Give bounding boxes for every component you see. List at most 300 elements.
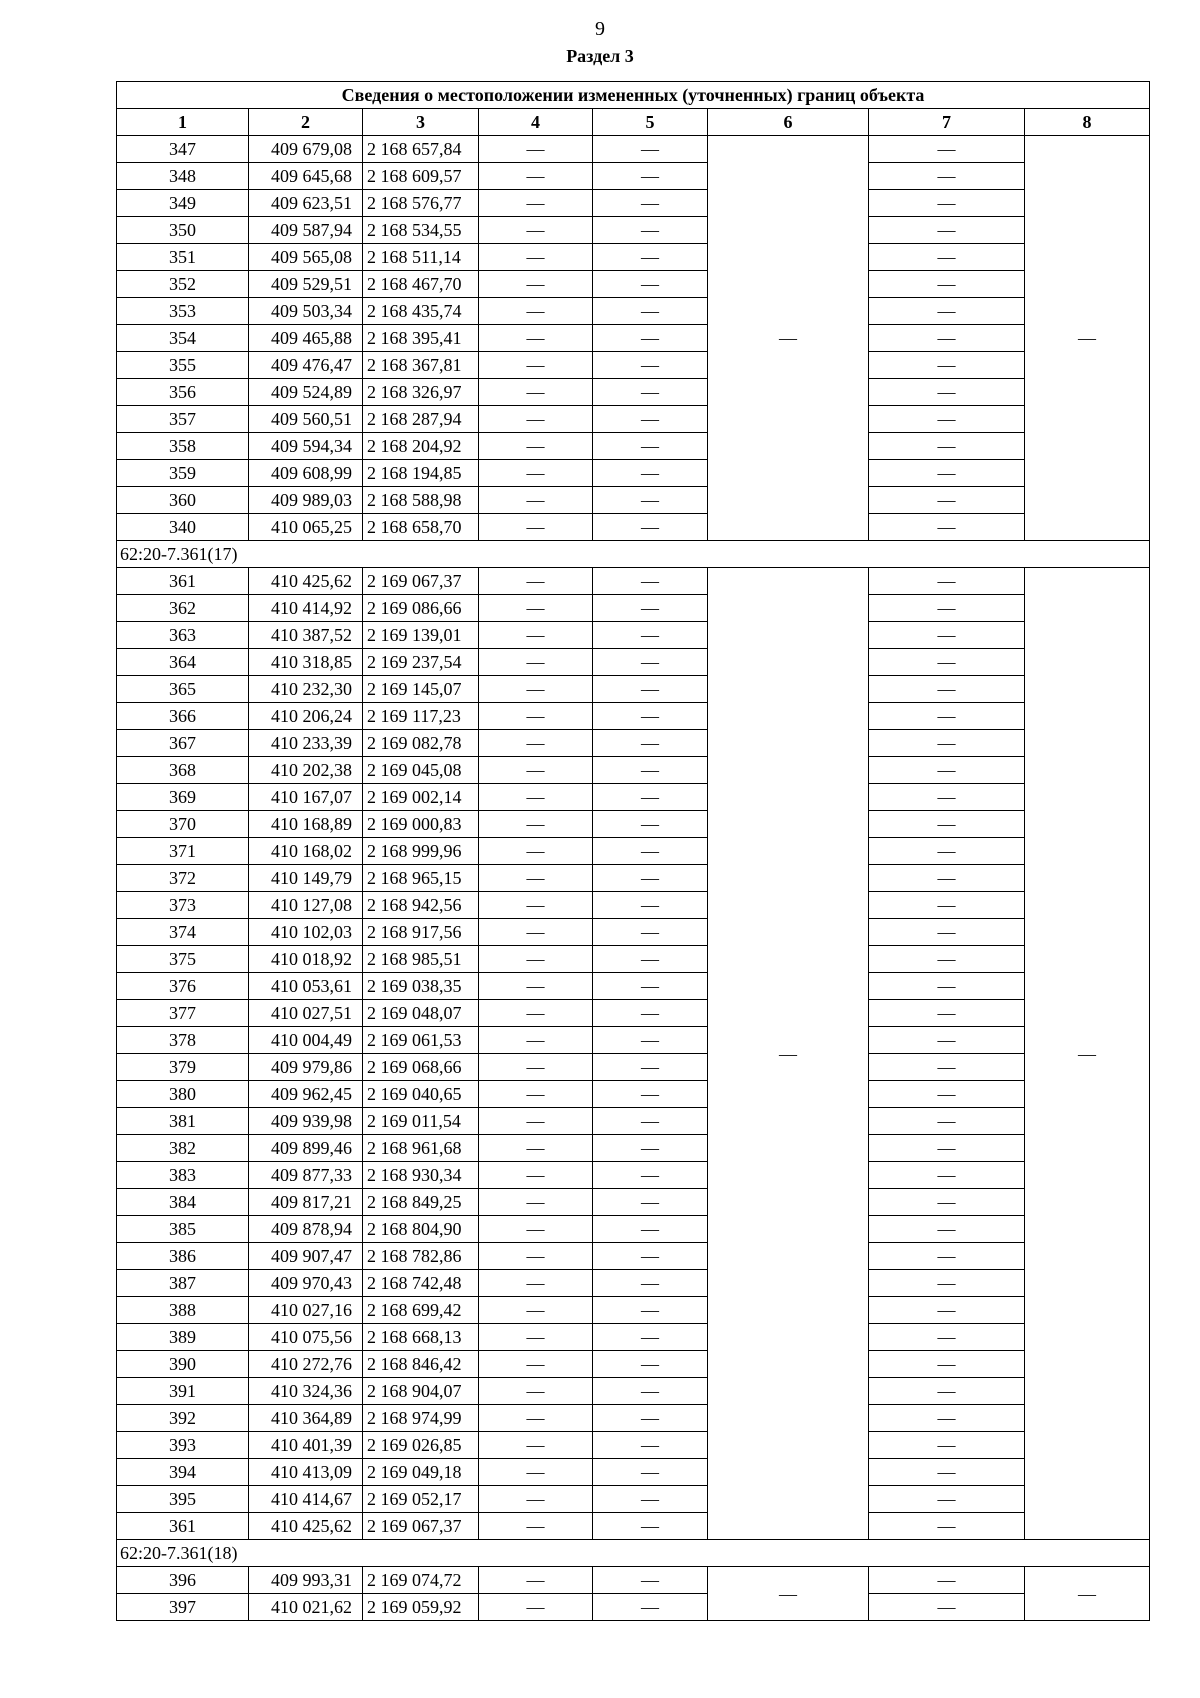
point-number-cell: 376: [117, 973, 249, 1000]
col5-cell: —: [593, 163, 708, 190]
coord-x-cell: 409 465,88: [249, 325, 363, 352]
col5-cell: —: [593, 649, 708, 676]
col7-cell: —: [869, 352, 1025, 379]
col7-cell: —: [869, 865, 1025, 892]
coord-y-cell: 2 169 059,92: [363, 1594, 479, 1621]
coord-y-cell: 2 169 082,78: [363, 730, 479, 757]
column-header: 3: [363, 109, 479, 136]
coord-y-cell: 2 168 782,86: [363, 1243, 479, 1270]
col5-cell: —: [593, 703, 708, 730]
table-row: [117, 1054, 1150, 1081]
table-row: [117, 703, 1150, 730]
coord-y-cell: 2 168 846,42: [363, 1351, 479, 1378]
table-row: [117, 1189, 1150, 1216]
col5-cell: —: [593, 1297, 708, 1324]
coord-x-cell: 410 102,03: [249, 919, 363, 946]
coord-x-cell: 410 018,92: [249, 946, 363, 973]
table-row: [117, 1243, 1150, 1270]
col4-cell: —: [479, 352, 593, 379]
coord-x-cell: 409 962,45: [249, 1081, 363, 1108]
coord-y-cell: 2 169 068,66: [363, 1054, 479, 1081]
col6-merged-cell: —: [708, 1567, 869, 1621]
column-header: 2: [249, 109, 363, 136]
coord-x-cell: 410 387,52: [249, 622, 363, 649]
col5-cell: —: [593, 919, 708, 946]
column-header: 7: [869, 109, 1025, 136]
col4-cell: —: [479, 757, 593, 784]
col5-cell: —: [593, 1351, 708, 1378]
col4-cell: —: [479, 1378, 593, 1405]
col4-cell: —: [479, 1081, 593, 1108]
coord-x-cell: 410 053,61: [249, 973, 363, 1000]
point-number-cell: 392: [117, 1405, 249, 1432]
coord-x-cell: 410 168,02: [249, 838, 363, 865]
col5-cell: —: [593, 1567, 708, 1594]
table-row: [117, 352, 1150, 379]
table-row: [117, 136, 1150, 163]
coord-y-cell: 2 169 061,53: [363, 1027, 479, 1054]
coord-x-cell: 410 425,62: [249, 568, 363, 595]
coord-y-cell: 2 168 961,68: [363, 1135, 479, 1162]
point-number-cell: 372: [117, 865, 249, 892]
col5-cell: —: [593, 838, 708, 865]
col7-cell: —: [869, 433, 1025, 460]
col4-cell: —: [479, 946, 593, 973]
point-number-cell: 360: [117, 487, 249, 514]
coord-x-cell: 410 075,56: [249, 1324, 363, 1351]
col4-cell: —: [479, 1000, 593, 1027]
col5-cell: —: [593, 379, 708, 406]
point-number-cell: 348: [117, 163, 249, 190]
point-number-cell: 359: [117, 460, 249, 487]
coord-y-cell: 2 169 139,01: [363, 622, 479, 649]
coord-x-cell: 409 503,34: [249, 298, 363, 325]
coord-y-cell: 2 169 086,66: [363, 595, 479, 622]
table-row: [117, 1081, 1150, 1108]
table-caption-row: [117, 82, 1150, 109]
col4-cell: —: [479, 622, 593, 649]
coord-y-cell: 2 168 999,96: [363, 838, 479, 865]
coord-x-cell: 410 232,30: [249, 676, 363, 703]
coord-y-cell: 2 168 367,81: [363, 352, 479, 379]
coord-y-cell: 2 169 067,37: [363, 1513, 479, 1540]
point-number-cell: 397: [117, 1594, 249, 1621]
coord-y-cell: 2 169 145,07: [363, 676, 479, 703]
coord-x-cell: 410 202,38: [249, 757, 363, 784]
parcel-label: 62:20-7.361(17): [117, 541, 1150, 568]
table-row: [117, 244, 1150, 271]
table-caption: Сведения о местоположении измененных (уточненных) границ объекта: [117, 82, 1150, 109]
col7-cell: —: [869, 163, 1025, 190]
point-number-cell: 395: [117, 1486, 249, 1513]
table-row: [117, 1351, 1150, 1378]
coord-y-cell: 2 168 204,92: [363, 433, 479, 460]
point-number-cell: 377: [117, 1000, 249, 1027]
coord-y-cell: 2 168 930,34: [363, 1162, 479, 1189]
table-row: [117, 1567, 1150, 1594]
col4-cell: —: [479, 730, 593, 757]
coord-y-cell: 2 169 052,17: [363, 1486, 479, 1513]
col4-cell: —: [479, 1459, 593, 1486]
coord-x-cell: 409 608,99: [249, 460, 363, 487]
coord-y-cell: 2 168 974,99: [363, 1405, 479, 1432]
coord-x-cell: 410 027,51: [249, 1000, 363, 1027]
col7-cell: —: [869, 676, 1025, 703]
col7-cell: —: [869, 622, 1025, 649]
col7-cell: —: [869, 1324, 1025, 1351]
col7-cell: —: [869, 487, 1025, 514]
coord-y-cell: 2 168 904,07: [363, 1378, 479, 1405]
coord-x-cell: 410 233,39: [249, 730, 363, 757]
coord-x-cell: 409 623,51: [249, 190, 363, 217]
point-number-cell: 349: [117, 190, 249, 217]
col7-cell: —: [869, 649, 1025, 676]
coord-y-cell: 2 169 000,83: [363, 811, 479, 838]
col7-cell: —: [869, 1162, 1025, 1189]
coord-x-cell: 410 414,92: [249, 595, 363, 622]
col4-cell: —: [479, 784, 593, 811]
coord-y-cell: 2 168 965,15: [363, 865, 479, 892]
col5-cell: —: [593, 352, 708, 379]
table-row: [117, 811, 1150, 838]
point-number-cell: 363: [117, 622, 249, 649]
point-number-cell: 383: [117, 1162, 249, 1189]
coord-x-cell: 409 817,21: [249, 1189, 363, 1216]
column-header: 5: [593, 109, 708, 136]
coord-x-cell: 410 324,36: [249, 1378, 363, 1405]
coord-y-cell: 2 168 467,70: [363, 271, 479, 298]
point-number-cell: 362: [117, 595, 249, 622]
coord-y-cell: 2 168 326,97: [363, 379, 479, 406]
point-number-cell: 387: [117, 1270, 249, 1297]
col4-cell: —: [479, 1432, 593, 1459]
table-row: [117, 919, 1150, 946]
table-row: [117, 595, 1150, 622]
coord-y-cell: 2 169 237,54: [363, 649, 479, 676]
column-header: 4: [479, 109, 593, 136]
col4-cell: —: [479, 703, 593, 730]
point-number-cell: 367: [117, 730, 249, 757]
coord-y-cell: 2 169 074,72: [363, 1567, 479, 1594]
col5-cell: —: [593, 973, 708, 1000]
coord-x-cell: 410 004,49: [249, 1027, 363, 1054]
col4-cell: —: [479, 406, 593, 433]
col5-cell: —: [593, 1027, 708, 1054]
point-number-cell: 384: [117, 1189, 249, 1216]
col7-cell: —: [869, 1405, 1025, 1432]
coord-x-cell: 410 425,62: [249, 1513, 363, 1540]
table-row: [117, 1135, 1150, 1162]
coord-x-cell: 410 318,85: [249, 649, 363, 676]
point-number-cell: 354: [117, 325, 249, 352]
col5-cell: —: [593, 1432, 708, 1459]
col4-cell: —: [479, 919, 593, 946]
coord-y-cell: 2 168 699,42: [363, 1297, 479, 1324]
coord-x-cell: 409 878,94: [249, 1216, 363, 1243]
point-number-cell: 358: [117, 433, 249, 460]
coord-y-cell: 2 168 287,94: [363, 406, 479, 433]
table-row: [117, 973, 1150, 1000]
col4-cell: —: [479, 379, 593, 406]
col8-merged-cell: —: [1025, 136, 1150, 541]
coord-y-cell: 2 169 011,54: [363, 1108, 479, 1135]
col6-merged-cell: —: [708, 568, 869, 1540]
coord-x-cell: 410 168,89: [249, 811, 363, 838]
col7-cell: —: [869, 1567, 1025, 1594]
col7-cell: —: [869, 136, 1025, 163]
point-number-cell: 374: [117, 919, 249, 946]
coord-x-cell: 409 587,94: [249, 217, 363, 244]
coord-x-cell: 410 027,16: [249, 1297, 363, 1324]
table-row: [117, 271, 1150, 298]
coord-y-cell: 2 168 849,25: [363, 1189, 479, 1216]
col5-cell: —: [593, 1108, 708, 1135]
col7-cell: —: [869, 1216, 1025, 1243]
coord-x-cell: 409 560,51: [249, 406, 363, 433]
col4-cell: —: [479, 1108, 593, 1135]
coord-y-cell: 2 169 048,07: [363, 1000, 479, 1027]
point-number-cell: 352: [117, 271, 249, 298]
coord-y-cell: 2 168 435,74: [363, 298, 479, 325]
point-number-cell: 365: [117, 676, 249, 703]
col4-cell: —: [479, 1594, 593, 1621]
point-number-cell: 380: [117, 1081, 249, 1108]
coord-x-cell: 410 127,08: [249, 892, 363, 919]
coord-x-cell: 410 272,76: [249, 1351, 363, 1378]
col4-cell: —: [479, 244, 593, 271]
point-number-cell: 361: [117, 1513, 249, 1540]
coord-x-cell: 409 877,33: [249, 1162, 363, 1189]
col7-cell: —: [869, 1054, 1025, 1081]
col5-cell: —: [593, 757, 708, 784]
column-header: 1: [117, 109, 249, 136]
col5-cell: —: [593, 1486, 708, 1513]
table-row: [117, 649, 1150, 676]
col7-cell: —: [869, 1027, 1025, 1054]
col7-cell: —: [869, 946, 1025, 973]
coord-y-cell: 2 169 049,18: [363, 1459, 479, 1486]
point-number-cell: 369: [117, 784, 249, 811]
col5-cell: —: [593, 784, 708, 811]
point-number-cell: 368: [117, 757, 249, 784]
coord-x-cell: 409 989,03: [249, 487, 363, 514]
col7-cell: —: [869, 757, 1025, 784]
table-row: [117, 190, 1150, 217]
table-row: [117, 568, 1150, 595]
table-row: [117, 406, 1150, 433]
point-number-cell: 388: [117, 1297, 249, 1324]
table-row: [117, 946, 1150, 973]
col7-cell: —: [869, 1486, 1025, 1513]
col7-cell: —: [869, 379, 1025, 406]
coord-y-cell: 2 168 657,84: [363, 136, 479, 163]
parcel-label: 62:20-7.361(18): [117, 1540, 1150, 1567]
col4-cell: —: [479, 190, 593, 217]
coord-x-cell: 409 939,98: [249, 1108, 363, 1135]
col4-cell: —: [479, 1189, 593, 1216]
col5-cell: —: [593, 1189, 708, 1216]
col4-cell: —: [479, 487, 593, 514]
table-row: [117, 217, 1150, 244]
col5-cell: —: [593, 892, 708, 919]
coord-y-cell: 2 169 026,85: [363, 1432, 479, 1459]
col4-cell: —: [479, 1324, 593, 1351]
col7-cell: —: [869, 325, 1025, 352]
coord-x-cell: 409 594,34: [249, 433, 363, 460]
table-row: [117, 460, 1150, 487]
table-row: [117, 676, 1150, 703]
col4-cell: —: [479, 676, 593, 703]
coord-x-cell: 409 907,47: [249, 1243, 363, 1270]
coord-y-cell: 2 168 985,51: [363, 946, 479, 973]
coord-y-cell: 2 168 609,57: [363, 163, 479, 190]
table-row: [117, 1108, 1150, 1135]
coord-x-cell: 409 993,31: [249, 1567, 363, 1594]
col4-cell: —: [479, 1567, 593, 1594]
coord-x-cell: 410 414,67: [249, 1486, 363, 1513]
col5-cell: —: [593, 217, 708, 244]
point-number-cell: 396: [117, 1567, 249, 1594]
point-number-cell: 356: [117, 379, 249, 406]
col4-cell: —: [479, 865, 593, 892]
point-number-cell: 350: [117, 217, 249, 244]
col5-cell: —: [593, 568, 708, 595]
col5-cell: —: [593, 325, 708, 352]
coord-x-cell: 409 565,08: [249, 244, 363, 271]
col5-cell: —: [593, 595, 708, 622]
table-row: [117, 325, 1150, 352]
col7-cell: —: [869, 811, 1025, 838]
col7-cell: —: [869, 1243, 1025, 1270]
col4-cell: —: [479, 1027, 593, 1054]
coord-x-cell: 410 149,79: [249, 865, 363, 892]
col4-cell: —: [479, 1297, 593, 1324]
col4-cell: —: [479, 1054, 593, 1081]
point-number-cell: 347: [117, 136, 249, 163]
table-row: [117, 1378, 1150, 1405]
col4-cell: —: [479, 298, 593, 325]
col7-cell: —: [869, 1270, 1025, 1297]
col5-cell: —: [593, 1054, 708, 1081]
table-row: [117, 1270, 1150, 1297]
col5-cell: —: [593, 622, 708, 649]
coord-y-cell: 2 169 040,65: [363, 1081, 479, 1108]
col5-cell: —: [593, 1243, 708, 1270]
point-number-cell: 373: [117, 892, 249, 919]
table-row: [117, 514, 1150, 541]
col7-cell: —: [869, 568, 1025, 595]
col7-cell: —: [869, 973, 1025, 1000]
col5-cell: —: [593, 1000, 708, 1027]
point-number-cell: 386: [117, 1243, 249, 1270]
table-row: [117, 757, 1150, 784]
point-number-cell: 379: [117, 1054, 249, 1081]
coord-x-cell: 409 529,51: [249, 271, 363, 298]
parcel-label-row: [117, 1540, 1150, 1567]
coord-y-cell: 2 168 511,14: [363, 244, 479, 271]
table-row: [117, 865, 1150, 892]
table-row: [117, 1162, 1150, 1189]
col5-cell: —: [593, 136, 708, 163]
col4-cell: —: [479, 838, 593, 865]
col7-cell: —: [869, 1081, 1025, 1108]
col7-cell: —: [869, 1135, 1025, 1162]
coord-y-cell: 2 169 002,14: [363, 784, 479, 811]
col7-cell: —: [869, 1000, 1025, 1027]
col5-cell: —: [593, 244, 708, 271]
col4-cell: —: [479, 1243, 593, 1270]
col5-cell: —: [593, 433, 708, 460]
col4-cell: —: [479, 568, 593, 595]
col5-cell: —: [593, 1594, 708, 1621]
table-row: [117, 784, 1150, 811]
col4-cell: —: [479, 1270, 593, 1297]
col8-merged-cell: —: [1025, 1567, 1150, 1621]
col4-cell: —: [479, 811, 593, 838]
col4-cell: —: [479, 1405, 593, 1432]
col4-cell: —: [479, 136, 593, 163]
coord-y-cell: 2 169 045,08: [363, 757, 479, 784]
table-row: [117, 487, 1150, 514]
table-row: [117, 1432, 1150, 1459]
col7-cell: —: [869, 1432, 1025, 1459]
col7-cell: —: [869, 1594, 1025, 1621]
col4-cell: —: [479, 1216, 593, 1243]
table-row: [117, 1216, 1150, 1243]
coord-x-cell: 409 645,68: [249, 163, 363, 190]
point-number-cell: 381: [117, 1108, 249, 1135]
col4-cell: —: [479, 1486, 593, 1513]
column-header-row: [117, 109, 1150, 136]
point-number-cell: 371: [117, 838, 249, 865]
coord-x-cell: 410 206,24: [249, 703, 363, 730]
table-row: [117, 1486, 1150, 1513]
table-row: [117, 1405, 1150, 1432]
col4-cell: —: [479, 1513, 593, 1540]
table-row: [117, 1513, 1150, 1540]
col5-cell: —: [593, 1324, 708, 1351]
col4-cell: —: [479, 163, 593, 190]
col4-cell: —: [479, 271, 593, 298]
col6-merged-cell: —: [708, 136, 869, 541]
col7-cell: —: [869, 406, 1025, 433]
page-number: 9: [595, 18, 605, 40]
col5-cell: —: [593, 487, 708, 514]
col5-cell: —: [593, 271, 708, 298]
col7-cell: —: [869, 838, 1025, 865]
coord-y-cell: 2 168 658,70: [363, 514, 479, 541]
col7-cell: —: [869, 919, 1025, 946]
col7-cell: —: [869, 1189, 1025, 1216]
col5-cell: —: [593, 676, 708, 703]
col7-cell: —: [869, 1378, 1025, 1405]
col7-cell: —: [869, 1297, 1025, 1324]
table-row: [117, 433, 1150, 460]
coord-x-cell: 409 970,43: [249, 1270, 363, 1297]
table-row: [117, 1459, 1150, 1486]
col7-cell: —: [869, 784, 1025, 811]
col5-cell: —: [593, 1405, 708, 1432]
coord-y-cell: 2 168 588,98: [363, 487, 479, 514]
point-number-cell: 353: [117, 298, 249, 325]
point-number-cell: 378: [117, 1027, 249, 1054]
col7-cell: —: [869, 217, 1025, 244]
col5-cell: —: [593, 1135, 708, 1162]
table-row: [117, 622, 1150, 649]
point-number-cell: 394: [117, 1459, 249, 1486]
point-number-cell: 390: [117, 1351, 249, 1378]
table-row: [117, 730, 1150, 757]
